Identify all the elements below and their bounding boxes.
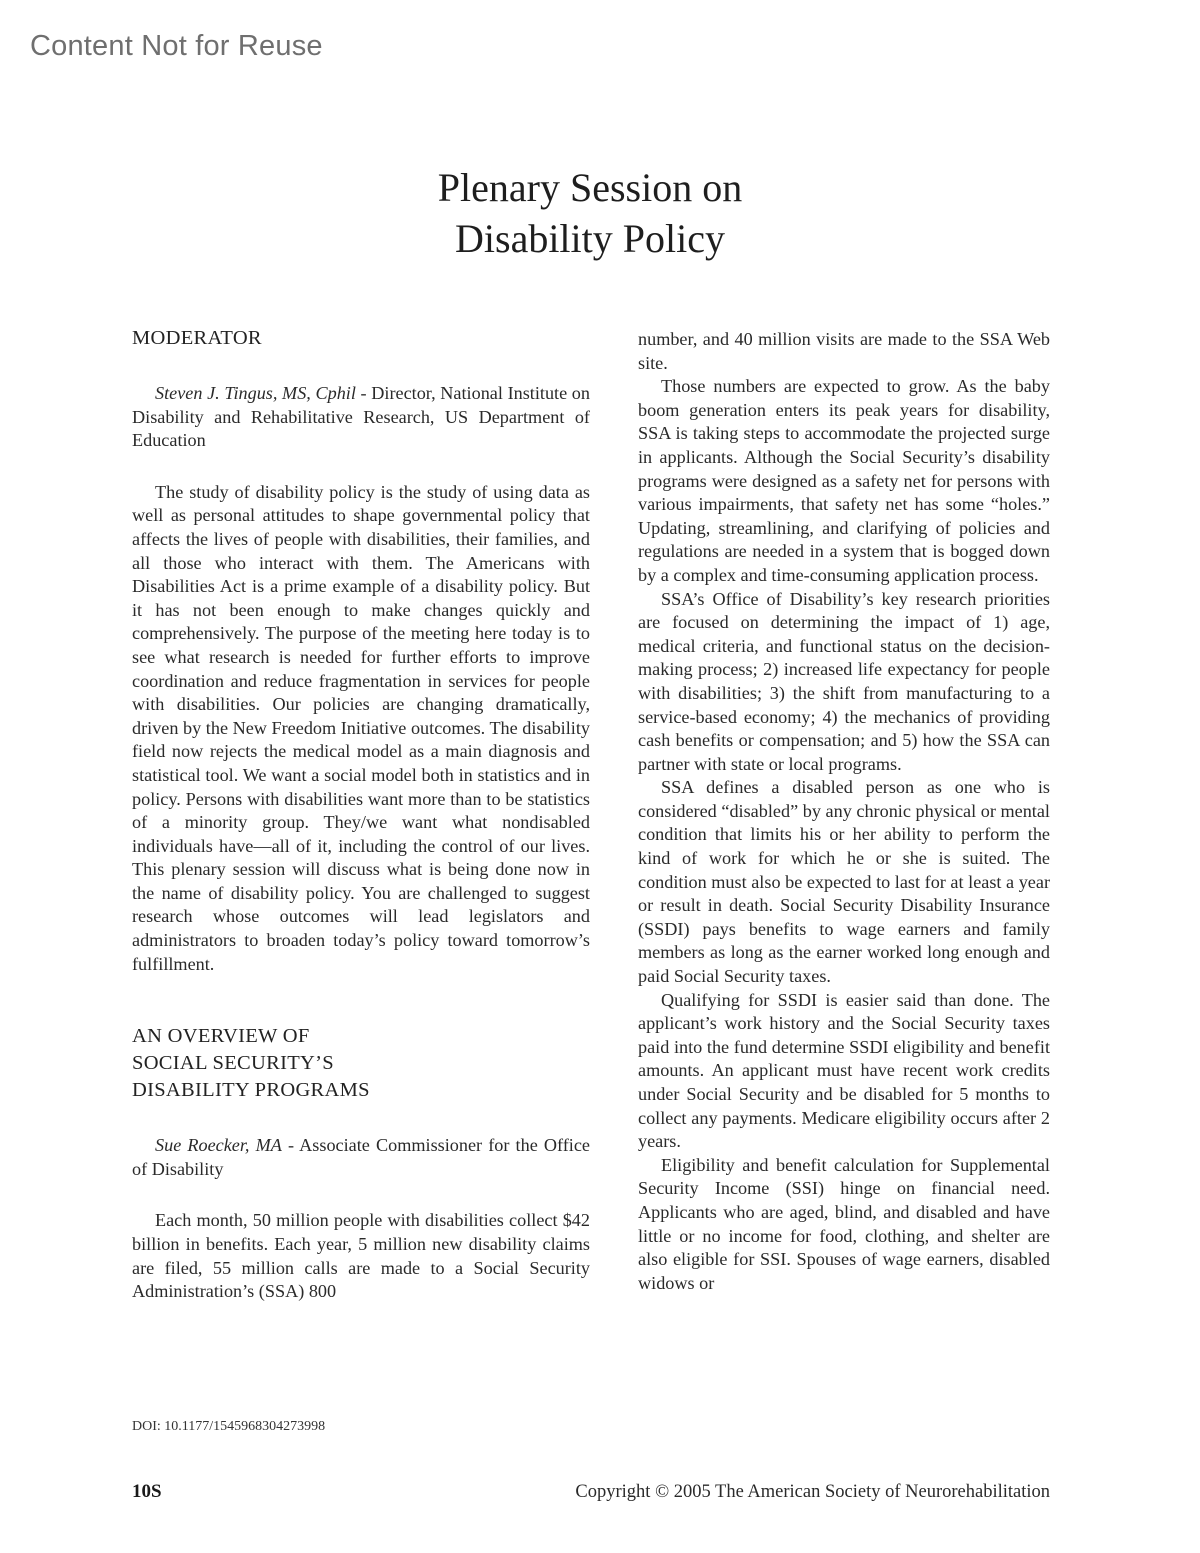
overview-name: Sue Roecker, MA	[155, 1135, 282, 1156]
overview-affiliation: - Associate Commissioner for the Office of Disability	[132, 1135, 591, 1179]
overview-paragraph-6: Eligibility and benefit calculation for Supplemental Security Income (SSI) hinge on financial need. Applicants who are aged, blind, and disabled and have little or no income for food, clothing, and shelter are also eligible for SSI. Spouses of wage earners, disabled widows or	[638, 1154, 1050, 1293]
overview-paragraph-4: SSA defines a disabled person as one who is considered “disabled” by any chronic physical or mental condition that limits his or her ability to perform the kind of work for which he or she is suited. The condition must also be expected to last for at least a year or result in death. Social Security Disability Insurance (SSDI) pays benefits to wage earners and family members as long as the earner worked long enough and paid Social Security taxes.	[638, 777, 1050, 987]
page-number: 10S	[132, 1481, 162, 1502]
overview-paragraph-3: SSA’s Office of Disability’s key research priorities are focused on determining the impact of 1) age, medical criteria, and functional status on the decision-making process; 2) increased life expectancy for people with disabilities; 3) the shift from manufacturing to a service-based economy; 4) the mechanics of providing cash benefits or compensation; and 5) how the SSA can partner with state or local programs.	[638, 588, 1050, 774]
overview-paragraph-5: Qualifying for SSDI is easier said than done. The applicant’s work history and the Social Security taxes paid into the fund determine SSDI eligibility and benefit amounts. An applicant must have recent work credits under Social Security and be disabled for 5 months to collect any payments. Medicare eligibility occurs after 2 years.	[638, 989, 1050, 1152]
copyright: Copyright © 2005 The American Society of Neurorehabilitation	[575, 1482, 1050, 1502]
title-line-2: Disability Policy	[455, 216, 725, 261]
moderator-paragraph: The study of disability policy is the study of using data as well as personal attitudes to shape governmental policy that affects the lives of people with disabilities, their families, and all those who interact with them. The Americans with Disabilities Act is a prime example of a disability policy. But it has not been enough to make changes quickly and comprehensively. The purpose of the meeting here today is to see what research is needed for further efforts to improve coordination and reduce fragmentation in services for people with disabilities. Our policies are changing dramatically, driven by the New Freedom Initiative outcomes. The disability field now rejects the medical model as a main diagnosis and statistical tool. We want a social model both in statistics and in policy. Persons with disabilities want more than to be statistics of a minority group. They/we want what nondisabled individuals have—all of it, including the control of our lives. This plenary session will discuss what is being done now in the name of disability policy. You are challenged to suggest research whose outcomes will lead legislators and administrators to broaden today’s policy toward tomorrow’s fulfillment.	[132, 481, 590, 974]
title-line-1: Plenary Session on	[437, 165, 743, 210]
article-title	[0, 162, 1180, 264]
moderator-heading: MODERATOR	[132, 327, 262, 349]
overview-heading-line-2: SOCIAL SECURITY’S	[132, 1052, 334, 1075]
overview-paragraph-1-start: Each month, 50 million people with disabilities collect $42 billion in benefits. Each year, 5 million new disability claims are filed, 55 million calls are made to a Social Security Administration’s (SSA) 800	[132, 1210, 590, 1302]
moderator-affiliation: - Director, National Institute on Disability and Rehabilitative Research, US Department of Education	[132, 383, 590, 451]
watermark: Content Not for Reuse	[30, 30, 323, 62]
moderator-byline	[132, 382, 590, 453]
overview-heading-line-3: DISABILITY PROGRAMS	[132, 1079, 370, 1102]
overview-heading	[132, 1023, 590, 1104]
left-column	[132, 325, 590, 1304]
moderator-name: Steven J. Tingus, MS, Cphil	[155, 383, 356, 403]
overview-heading-line-1: AN OVERVIEW OF	[132, 1025, 310, 1048]
overview-byline	[132, 1134, 590, 1181]
right-column	[638, 328, 1050, 1295]
doi: DOI: 10.1177/1545968304273998	[132, 1419, 326, 1434]
overview-paragraph-2: Those numbers are expected to grow. As the baby boom generation enters its peak years for disability, SSA is taking steps to accommodate the projected surge in applicants. Although the Social Security’s disability programs were designed as a safety net for persons with various impairments, that safety net has some “holes.” Updating, streamlining, and clarifying of policies and regulations are needed in a system that is bogged down by a complex and time-consuming application process.	[638, 376, 1050, 585]
overview-paragraph-1-end: number, and 40 million visits are made to the SSA Web site.	[638, 329, 1050, 373]
